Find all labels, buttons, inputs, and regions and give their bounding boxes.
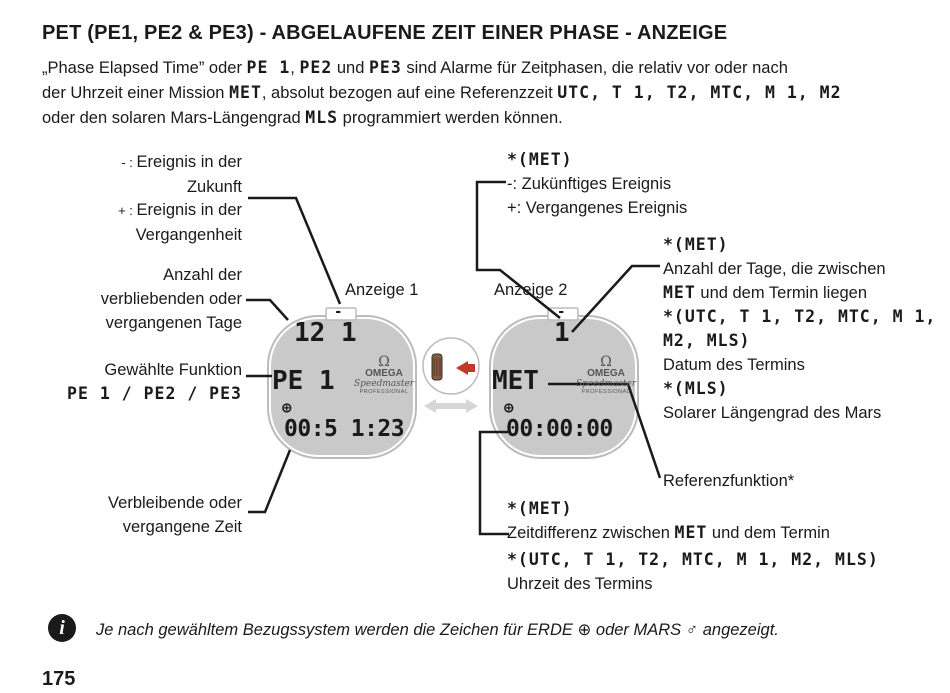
intro-line-2: der Uhrzeit einer Mission MET, absolut bezogen auf eine Referenzzeit UTC, T 1, T2, MTC, M 1, M2 [42, 83, 842, 102]
display-2-function: MET [492, 366, 539, 396]
omega-logo-icon: Ω [600, 354, 612, 370]
omega-logo-icon: Ω [378, 354, 390, 370]
double-arrow-icon [424, 399, 478, 413]
note-text: Je nach gewähltem Bezugssystem werden die Zeichen für ERDE ⊕ oder MARS ♂ angezeigt. [96, 621, 779, 639]
display-1-sign: - [334, 304, 343, 320]
display-2-time: 00:00:00 [506, 416, 613, 442]
watch-1-logo: Ω OMEGA Speedmaster PROFESSIONAL [354, 354, 415, 395]
label-days-met: *(MET) Anzahl der Tage, die zwischen MET und dem Termin liegen *(UTC, T 1, T2, MTC, M 1, M2, MLS) Datum des Termins *(MLS) Solarer Längengrad des Mars [663, 235, 937, 422]
label-minus-future: - : Ereignis in der Zukunft [121, 153, 242, 196]
label-remaining-time: Verbleibende oder vergangene Zeit [108, 494, 242, 536]
page-number: 175 [42, 668, 76, 690]
button-press-icon [423, 338, 479, 394]
label-reference-function: Referenzfunktion* [663, 472, 795, 490]
display-2-days: 1 [554, 318, 570, 348]
label-plus-past: + : Ereignis in der Vergangenheit [118, 201, 242, 244]
intro-line-3: oder den solaren Mars-Längengrad MLS programmiert werden können. [42, 108, 563, 127]
earth-icon: ⊕ [504, 398, 514, 417]
label-bottom-refs: *(UTC, T 1, T2, MTC, M 1, M2, MLS) Uhrzeit des Termins [507, 550, 879, 593]
display-2-sign: - [557, 304, 566, 320]
intro-line-1: „Phase Elapsed Time” oder PE 1, PE2 und PE3 sind Alarme für Zeitphasen, die relativ vor oder nach [42, 58, 788, 77]
page-title: PET (PE1, PE2 & PE3) - ABGELAUFENE ZEIT EINER PHASE - ANZEIGE [42, 22, 728, 44]
label-top-met: *(MET) -: Zukünftiges Ereignis +: Vergangenes Ereignis [507, 150, 688, 217]
display-2-caption: Anzeige 2 [494, 281, 568, 299]
display-1-time: 00:5 1:23 [284, 416, 405, 442]
display-1-function: PE 1 [272, 366, 335, 396]
earth-icon: ⊕ [282, 398, 292, 417]
label-selected-function: Gewählte Funktion PE 1 / PE2 / PE3 [67, 361, 242, 403]
label-days: Anzahl der verbliebenden oder vergangenen Tage [100, 266, 242, 332]
display-1-days: 12 1 [294, 318, 357, 348]
display-1-caption: Anzeige 1 [345, 281, 419, 299]
label-bottom-met: *(MET) Zeitdifferenz zwischen MET und dem Termin [507, 499, 830, 542]
info-icon: i [48, 614, 76, 642]
watch-2-logo: Ω OMEGA Speedmaster PROFESSIONAL [576, 354, 637, 395]
